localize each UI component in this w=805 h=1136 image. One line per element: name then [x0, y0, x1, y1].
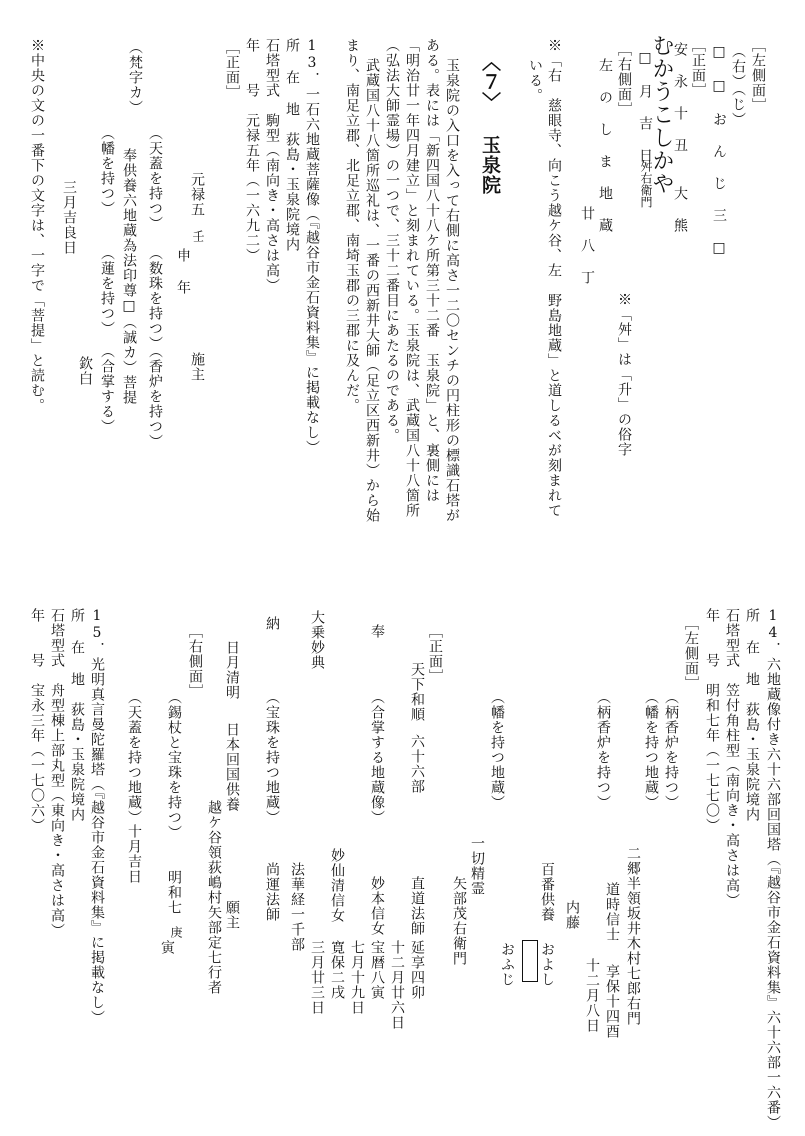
entry-14-myosen: 妙仙清信女: [329, 848, 345, 923]
front-main-inscription: むかうこしかや: [649, 34, 674, 195]
entry-14-koshigaya: 越ケ谷領荻嶋村矢部定七行者: [206, 800, 222, 995]
right-side-number: 廿 八 丁: [579, 206, 595, 285]
entry-13-figure-3: （香炉を持つ）: [147, 344, 163, 449]
entry-14-left-heading: ［左側面］: [683, 616, 699, 691]
entry-14-ganshu: 願主: [224, 900, 240, 930]
entry-13-kinpaku: 欽白: [77, 356, 93, 386]
entry-14-nichigetsu: 日月清明: [224, 640, 240, 700]
entry-14-ofuji: おふじ: [499, 942, 515, 987]
note-sho: ※「舛」は「升」の俗字: [616, 292, 632, 457]
entry-14-shouren: 尚運法師: [264, 862, 280, 922]
entry-14-hyakuban: 百番供養: [539, 862, 555, 922]
entry-14-right-figure-1: （錫杖と宝珠を持つ）: [166, 690, 182, 840]
front-line-3: □ 月 吉 日: [637, 50, 653, 163]
entry-13-front-heading: ［正面］: [224, 40, 240, 100]
entry-14-horeki: 宝暦八寅: [369, 940, 385, 1000]
entry-14-date-oct: 十月吉日: [126, 824, 142, 884]
body-line-4: （弘法大師霊場）の一つで、三十二番目にあたるのである。: [384, 38, 400, 443]
entry-14-doji: 道時信士: [604, 882, 620, 942]
entry-15-title: 15．光明真言曼陀羅塔（『越谷市金石資料集』に掲載なし）: [89, 608, 105, 1025]
entry-14-kansei: 寛保二戌: [329, 940, 345, 1000]
right-side-heading: ［右側面］: [616, 42, 632, 117]
entry-13-saru: 申 年: [175, 248, 191, 295]
entry-14-right-figure-2: （天蓋を持つ地蔵）: [126, 690, 142, 825]
entry-13-mizunoe: 壬: [191, 230, 205, 242]
entry-13-figure-4: （幡を持つ）: [99, 126, 115, 216]
entry-14-left-figure-1: （柄香炉を持つ）: [663, 690, 679, 810]
entry-14-kyoho: 享保十四酉: [604, 964, 620, 1039]
entry-14-type: 石塔型式 笠付角柱型（南向き・高さは高）: [724, 608, 740, 908]
entry-13-location: 所 在 地 荻島・玉泉院境内: [284, 38, 300, 252]
entry-13-figure-5: （蓮を持つ）: [99, 246, 115, 336]
entry-14-meiwa: 明和七: [166, 870, 182, 915]
entry-14-title: 14．六地蔵像付き六十六部回国塔（『越谷市金石資料集』六十六部一六番）: [765, 608, 781, 1130]
body-line-6: まり、南足立郡、北足立郡、南埼玉郡の三郡に及んだ。: [344, 38, 360, 413]
entry-13-sesshu: 施主: [189, 352, 205, 382]
entry-14-oyoshi: およし: [539, 942, 555, 987]
left-side-heading: ［左側面］: [750, 38, 766, 113]
entry-14-front-heading: ［正面］: [427, 624, 443, 684]
entry-14-rokuju: 六十六部: [409, 734, 425, 794]
front-name: 舛右衛門: [639, 160, 653, 208]
entry-13-figure-1: （天蓋を持つ）: [147, 126, 163, 231]
entry-14-yabe: 矢部茂右衛門: [451, 876, 467, 966]
entry-14-horeki-date: 七月十九日: [349, 940, 365, 1015]
entry-14-enkyo-date: 十二月廿六日: [389, 940, 405, 1030]
entry-14-left-figure-2: （幡を持つ地蔵）: [643, 690, 659, 810]
entry-14-gassho: （合掌する地蔵像）: [369, 690, 385, 825]
entry-15-year: 年 号 宝永三年（一七〇六）: [29, 608, 45, 833]
entry-14-tora: 寅: [159, 940, 175, 955]
note-michishirube-2: いる。: [527, 58, 543, 103]
body-line-1: 玉泉院の入口を入って右側に高さ一二〇センチの円柱形の標識石塔が: [444, 58, 460, 523]
front-heading: ［正面］: [690, 38, 706, 98]
entry-14-issai: 一切精霊: [469, 836, 485, 896]
entry-14-right-heading: ［右側面］: [187, 624, 203, 699]
entry-13-note: ※中央の文の一番下の文字は、一字で「菩提」と読む。: [29, 38, 45, 413]
left-side-line-1: （右）（じ）: [730, 44, 746, 127]
entry-13-figure-6: （合掌する）: [99, 344, 115, 434]
left-side-line-2: □ □ お ん じ 三 □: [711, 44, 727, 257]
entry-14-hokke: 法華経一千部: [289, 862, 305, 952]
entry-14-daijo: 大乗妙典: [309, 610, 325, 670]
entry-13-central-text: 奉供養六地蔵為法印尊□（誠カ）菩提: [121, 148, 137, 405]
note-michishirube-1: ※「右 慈眼寺、向こう越ケ谷、左 野島地蔵」と道しるべが刻まれて: [546, 38, 562, 518]
entry-14-jikido: 直道法師: [409, 876, 425, 936]
right-side-line: 左 の し ま 地 蔵: [597, 58, 613, 233]
entry-15-location: 所 在 地 荻島・玉泉院境内: [69, 608, 85, 822]
entry-14-blank-box: [522, 940, 538, 982]
body-line-3: 「明治廿一年四月建立」と刻まれている。玉泉院は、武蔵国八十八箇所: [404, 38, 420, 518]
entry-14-fu: 奉: [369, 624, 385, 639]
entry-14-nihon: 日本回国供養: [224, 722, 240, 812]
entry-14-kansei-date: 三月廿三日: [309, 940, 325, 1015]
entry-13-genroku: 元禄五: [189, 172, 205, 217]
entry-14-kanoe: 庚: [169, 926, 183, 938]
body-line-5: 武蔵国八十八箇所巡礼は、一番の西新井大師（足立区西新井）から始: [364, 58, 380, 523]
entry-14-date: 十二月八日: [584, 958, 600, 1033]
entry-13-figure-2: （数珠を持つ）: [147, 246, 163, 351]
section-heading: 〈７〉 玉泉院: [479, 52, 501, 195]
entry-13-year: 年 号 元禄五年（一六九二）: [244, 38, 260, 263]
entry-13-type: 石塔型式 駒型（南向き・高さは高）: [264, 38, 280, 293]
front-daikuma: 大 熊: [672, 186, 688, 233]
entry-13-date: 三月吉良日: [61, 180, 77, 255]
entry-14-hoju: （宝珠を持つ地蔵）: [264, 690, 280, 825]
entry-14-nou: 納: [264, 616, 280, 631]
entry-14-hata-figure: （幡を持つ地蔵）: [489, 690, 505, 810]
entry-14-tenka: 天下和順: [409, 662, 425, 722]
front-line-1: 安 永 十 丑: [672, 42, 688, 153]
entry-14-location: 所 在 地 荻島・玉泉院境内: [744, 608, 760, 822]
entry-14-nigo: 二郷半領坂井木村七郎右門: [625, 846, 641, 1026]
body-line-2: ある。表には「新四国八十八ケ所第三十二番 玉泉院」と、裏側には: [424, 38, 440, 503]
entry-14-left-figure-3: （柄香炉を持つ）: [595, 690, 611, 810]
entry-14-enkyo: 延享四卯: [409, 940, 425, 1000]
entry-13-bonji: （梵字カ）: [127, 40, 143, 115]
entry-14-myohon: 妙本信女: [369, 876, 385, 936]
entry-14-year: 年 号 明和七年（一七七〇）: [704, 608, 720, 833]
entry-14-naito: 内藤: [564, 900, 580, 930]
entry-15-type: 石塔型式 舟型棟上部丸型（東向き・高さは高）: [49, 608, 65, 938]
entry-13-title: 13．一石六地蔵菩薩像（『越谷市金石資料集』に掲載なし）: [304, 38, 320, 455]
